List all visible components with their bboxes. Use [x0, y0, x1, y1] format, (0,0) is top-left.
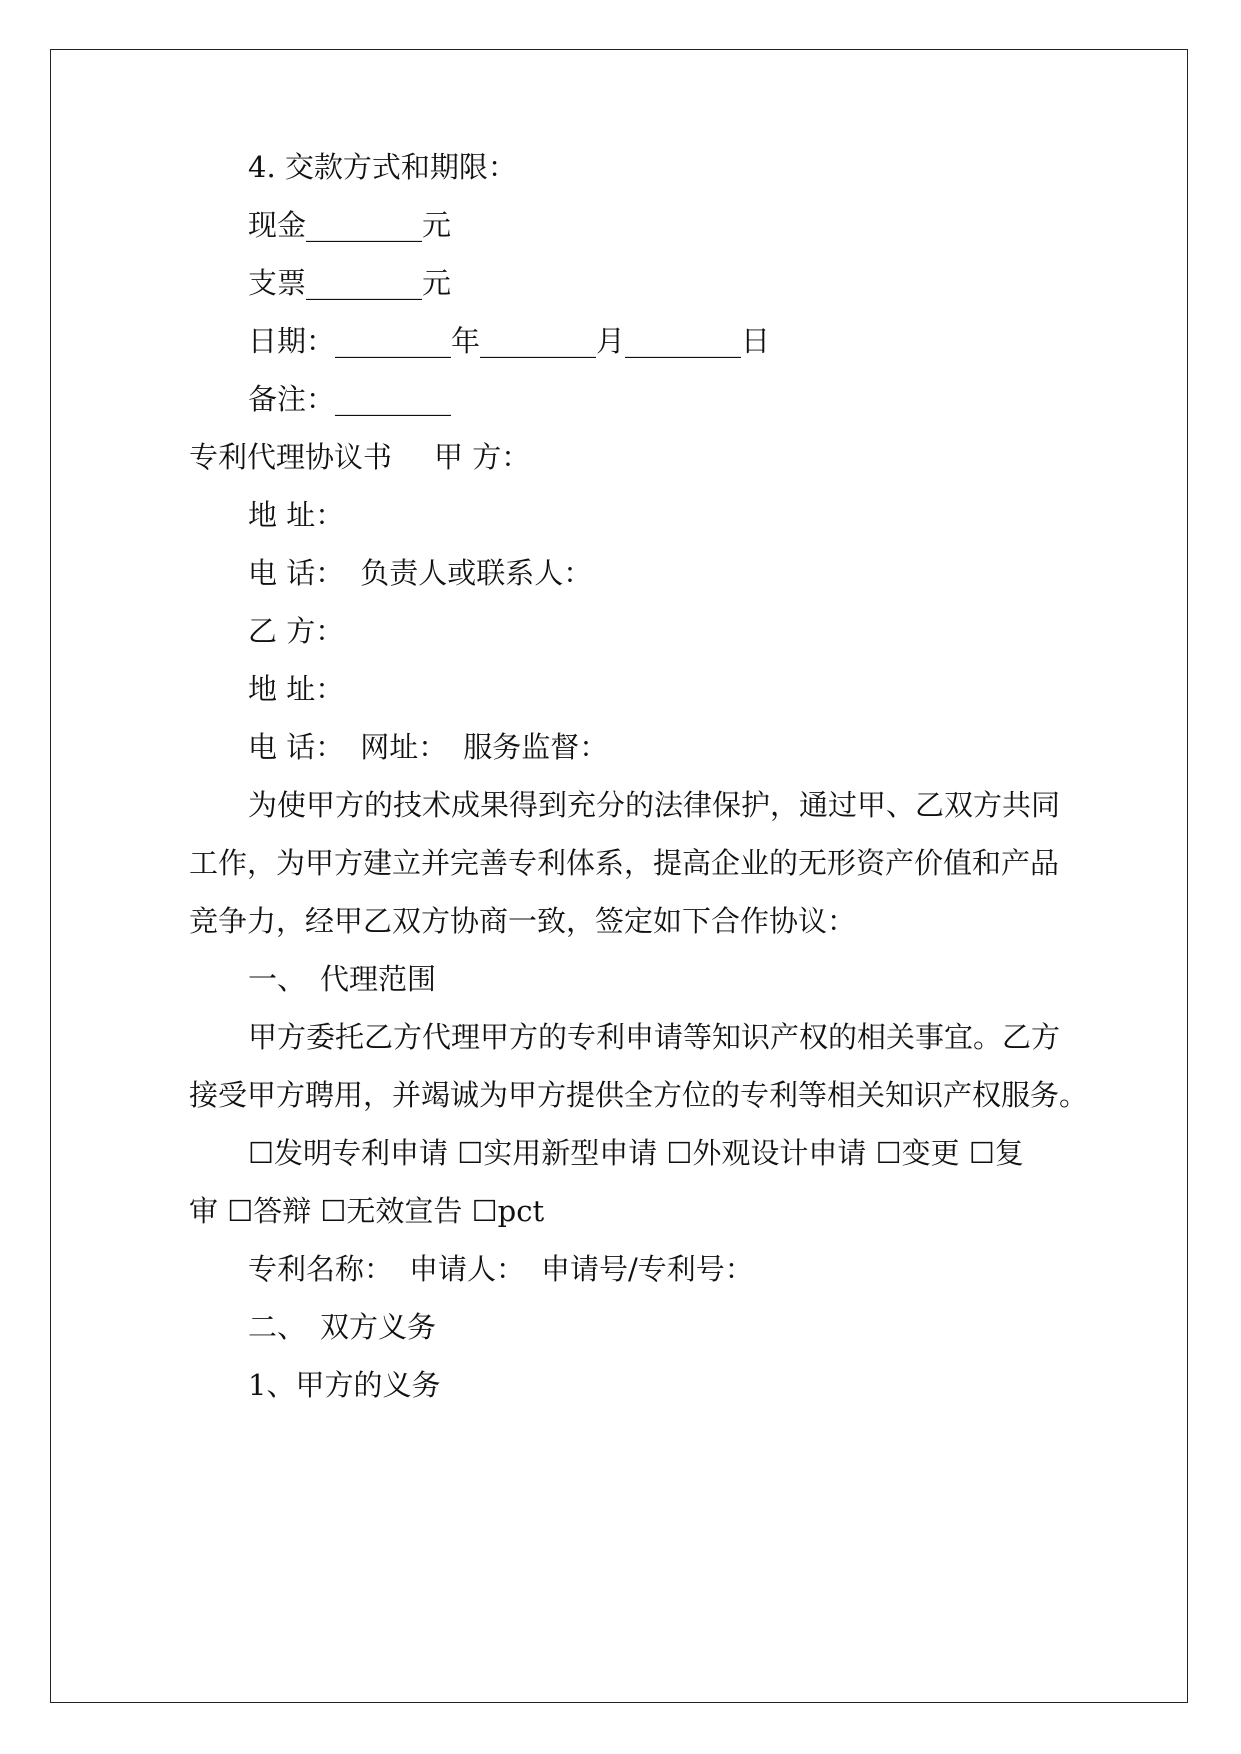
section-title: 代理范围 — [320, 962, 437, 996]
cheque-amount-line: 支票________元 — [248, 266, 452, 300]
section-1-heading — [248, 961, 436, 997]
date-line: 日期：________年________月________日 — [248, 324, 771, 358]
applicant-label: 申请人： — [409, 1252, 526, 1286]
contact-person-label: 负责人或联系人： — [360, 556, 593, 590]
website-label: 网址： — [360, 730, 448, 764]
agreement-title-line — [189, 439, 530, 475]
payment-method-heading: 4. 交款方式和期限： — [248, 150, 517, 184]
scope-paragraph-line-2: 接受甲方聘用，并竭诚为甲方提供全方位的专利等相关知识产权服务。 — [189, 1078, 1089, 1112]
patent-info-line — [248, 1251, 754, 1287]
remarks-line: 备注：________ — [248, 382, 452, 416]
section-title: 双方义务 — [320, 1310, 437, 1344]
intro-paragraph-line-1: 为使甲方的技术成果得到充分的法律保护，通过甲、乙双方共同 — [248, 788, 1061, 822]
agreement-title: 专利代理协议书 — [189, 440, 393, 474]
party-a-obligations-heading: 1、甲方的义务 — [248, 1368, 441, 1402]
party-a-label: 甲 方： — [434, 440, 531, 474]
section-2-heading — [248, 1309, 436, 1345]
service-checkbox-line-2: 审 ☐答辩 ☐无效宣告 ☐pct — [189, 1194, 545, 1228]
party-a-address-label: 地 址： — [248, 498, 345, 532]
party-b-address-label: 地 址： — [248, 672, 345, 706]
section-number: 二、 — [248, 1310, 307, 1344]
intro-paragraph-line-2: 工作，为甲方建立并完善专利体系，提高企业的无形资产价值和产品 — [189, 846, 1060, 880]
scope-paragraph-line-1: 甲方委托乙方代理甲方的专利申请等知识产权的相关事宜。乙方 — [248, 1020, 1061, 1054]
application-number-label: 申请号/专利号： — [541, 1252, 754, 1286]
cash-amount-line: 现金________元 — [248, 208, 452, 242]
patent-name-label: 专利名称： — [248, 1252, 394, 1286]
party-a-phone-line — [248, 555, 592, 591]
party-b-label: 乙 方： — [248, 614, 345, 648]
service-checkbox-line-1: ☐发明专利申请 ☐实用新型申请 ☐外观设计申请 ☐变更 ☐复 — [248, 1136, 1024, 1170]
intro-paragraph-line-3: 竞争力，经甲乙双方协商一致，签定如下合作协议： — [189, 904, 857, 938]
phone-label: 电 话： — [248, 556, 345, 590]
service-supervision-label: 服务监督： — [463, 730, 609, 764]
section-number: 一、 — [248, 962, 307, 996]
party-b-phone-line — [248, 729, 608, 765]
phone-label: 电 话： — [248, 730, 345, 764]
